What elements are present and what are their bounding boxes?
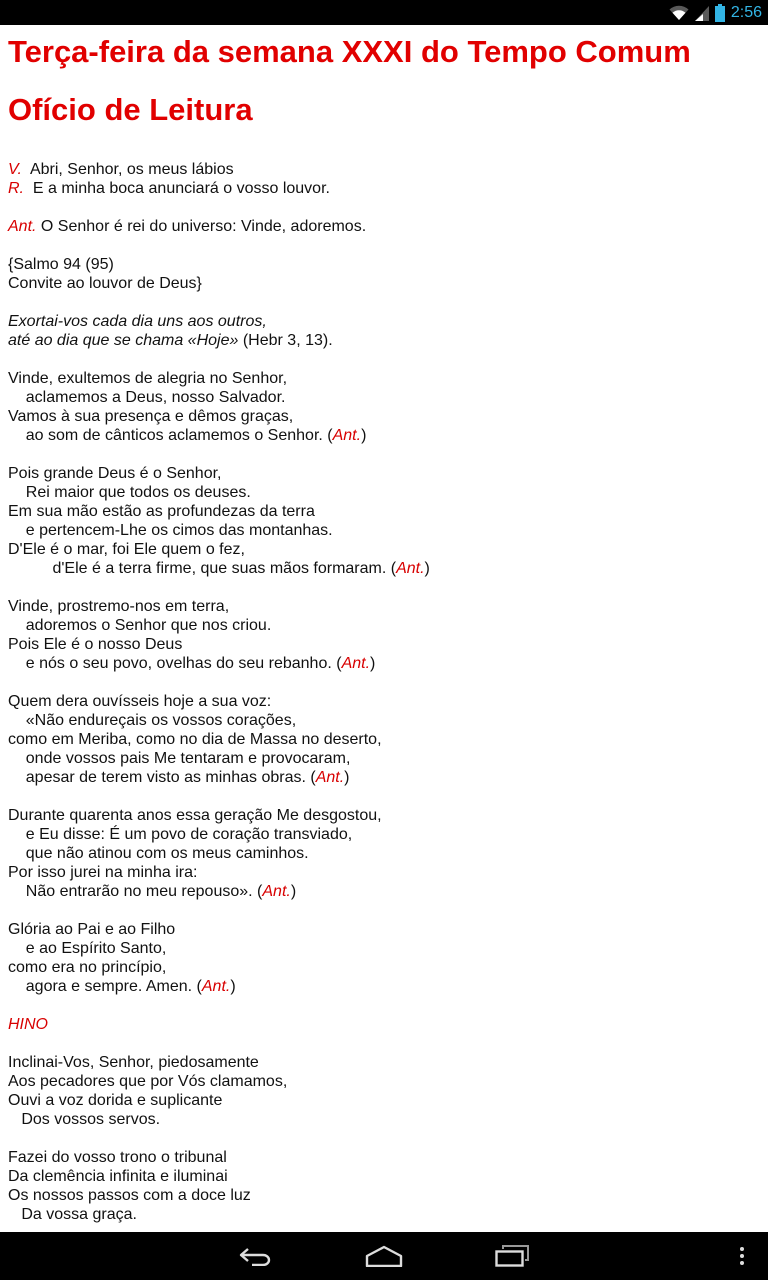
rubric-label: R.	[8, 180, 24, 197]
italic-text: Exortai-vos cada dia uns aos outros,	[8, 313, 267, 330]
text-line	[8, 863, 760, 882]
text-line	[8, 749, 760, 768]
line-text: onde vossos pais Me tentaram e provocaram,	[8, 750, 351, 767]
line-text: e nós o seu povo, ovelhas do seu rebanho. (	[8, 655, 342, 672]
home-button[interactable]	[344, 1232, 424, 1280]
rubric-label: V.	[8, 161, 22, 178]
text-line	[8, 616, 760, 635]
text-line	[8, 692, 760, 711]
text-line	[8, 1186, 760, 1205]
line-text: Dos vossos servos.	[8, 1111, 161, 1128]
blank-line	[8, 787, 760, 806]
line-text: como em Meriba, como no dia de Massa no deserto,	[8, 731, 382, 748]
status-icons	[669, 0, 762, 25]
blank-line	[8, 445, 760, 464]
line-text: Durante quarenta anos essa geração Me desgostou,	[8, 807, 382, 824]
line-end: )	[370, 655, 376, 672]
antiphon-marker: Ant.	[201, 978, 231, 995]
line-text: Quem dera ouvísseis hoje a sua voz:	[8, 693, 272, 710]
line-text: Em sua mão estão as profundezas da terra	[8, 503, 315, 520]
line-text: Abri, Senhor, os meus lábios	[21, 161, 234, 178]
text-line	[8, 939, 760, 958]
line-text: aclamemos a Deus, nosso Salvador.	[8, 389, 286, 406]
antiphon-marker: Ant.	[332, 427, 362, 444]
text-line	[8, 179, 760, 198]
line-end: )	[424, 560, 430, 577]
text-line	[8, 464, 760, 483]
home-icon	[365, 1245, 403, 1267]
reference-text: (Hebr 3, 13).	[238, 332, 333, 349]
text-line	[8, 369, 760, 388]
line-end: )	[361, 427, 367, 444]
text-line	[8, 597, 760, 616]
line-text: D'Ele é o mar, foi Ele quem o fez,	[8, 541, 245, 558]
text-line	[8, 825, 760, 844]
back-icon	[239, 1246, 273, 1266]
line-text: Vamos à sua presença e dêmos graças,	[8, 408, 294, 425]
office-subtitle: Ofício de Leitura	[8, 92, 253, 127]
text-line	[8, 1167, 760, 1186]
text-line	[8, 407, 760, 426]
line-text: Pois Ele é o nosso Deus	[8, 636, 183, 653]
blank-line	[8, 198, 760, 217]
text-line	[8, 540, 760, 559]
antiphon-marker: Ant.	[341, 655, 371, 672]
text-line	[8, 1205, 760, 1224]
line-end: )	[344, 769, 350, 786]
text-line	[8, 1072, 760, 1091]
text-line	[8, 730, 760, 749]
text-line	[8, 502, 760, 521]
blank-line	[8, 1034, 760, 1053]
overflow-menu-button[interactable]	[722, 1232, 762, 1280]
line-text: Convite ao louvor de Deus}	[8, 275, 202, 292]
text-line	[8, 160, 760, 179]
office-text	[8, 160, 760, 1224]
antiphon-marker: Ant.	[396, 560, 425, 577]
text-line	[8, 958, 760, 977]
rubric-label: Ant.	[8, 218, 37, 235]
line-text: agora e sempre. Amen. (	[8, 978, 202, 995]
line-text: O Senhor é rei do universo: Vinde, adoremos.	[36, 218, 367, 235]
text-line	[8, 388, 760, 407]
text-line	[8, 255, 760, 274]
status-bar	[0, 0, 768, 25]
line-text: ao som de cânticos aclamemos o Senhor. (	[8, 427, 333, 444]
blank-line	[8, 350, 760, 369]
text-line	[8, 217, 760, 236]
text-line	[8, 806, 760, 825]
recent-apps-button[interactable]	[472, 1232, 552, 1280]
back-button[interactable]	[216, 1232, 296, 1280]
text-line	[8, 1053, 760, 1072]
line-text: Ouvi a voz dorida e suplicante	[8, 1092, 223, 1109]
line-text: Da vossa graça.	[8, 1206, 137, 1223]
text-line	[8, 920, 760, 939]
text-line	[8, 1015, 760, 1034]
line-text: e Eu disse: É um povo de coração transviado,	[8, 826, 353, 843]
blank-line	[8, 293, 760, 312]
line-text: como era no princípio,	[8, 959, 167, 976]
text-line	[8, 312, 760, 331]
recent-apps-icon	[495, 1245, 529, 1267]
text-line	[8, 768, 760, 787]
text-line	[8, 654, 760, 673]
text-line	[8, 331, 760, 350]
line-text: Os nossos passos com a doce luz	[8, 1187, 251, 1204]
battery-icon	[715, 4, 725, 22]
text-line	[8, 426, 760, 445]
line-text: Por isso jurei na minha ira:	[8, 864, 198, 881]
antiphon-marker: Ant.	[262, 883, 291, 900]
italic-text: até ao dia que se chama «Hoje»	[8, 332, 239, 349]
text-line	[8, 635, 760, 654]
line-text: Vinde, exultemos de alegria no Senhor,	[8, 370, 288, 387]
page-title: Terça-feira da semana XXXI do Tempo Comum	[8, 34, 691, 69]
text-line	[8, 1110, 760, 1129]
line-text: Rei maior que todos os deuses.	[8, 484, 251, 501]
text-line	[8, 844, 760, 863]
reading-view[interactable]	[0, 25, 768, 1232]
text-line	[8, 1148, 760, 1167]
overflow-menu-icon	[739, 1246, 745, 1266]
blank-line	[8, 673, 760, 692]
line-text: e ao Espírito Santo,	[8, 940, 167, 957]
blank-line	[8, 901, 760, 920]
blank-line	[8, 1129, 760, 1148]
navigation-bar	[0, 1232, 768, 1280]
text-line	[8, 711, 760, 730]
line-text: Aos pecadores que por Vós clamamos,	[8, 1073, 288, 1090]
line-text: E a minha boca anunciará o vosso louvor.	[24, 180, 330, 197]
antiphon-marker: Ant.	[315, 769, 345, 786]
text-line	[8, 977, 760, 996]
line-text: adoremos o Senhor que nos criou.	[8, 617, 272, 634]
signal-icon	[695, 5, 709, 21]
line-text: Pois grande Deus é o Senhor,	[8, 465, 222, 482]
line-end: )	[230, 978, 236, 995]
text-line	[8, 559, 760, 578]
text-line	[8, 483, 760, 502]
line-text: Não entrarão no meu repouso». (	[8, 883, 263, 900]
line-text: apesar de terem visto as minhas obras. (	[8, 769, 316, 786]
line-text: «Não endureçais os vossos corações,	[8, 712, 297, 729]
text-line	[8, 1091, 760, 1110]
blank-line	[8, 996, 760, 1015]
section-heading: HINO	[8, 1016, 48, 1033]
line-text: Fazei do vosso trono o tribunal	[8, 1149, 227, 1166]
blank-line	[8, 236, 760, 255]
line-text: {Salmo 94 (95)	[8, 256, 114, 273]
line-text: Vinde, prostremo-nos em terra,	[8, 598, 230, 615]
text-line	[8, 274, 760, 293]
text-line	[8, 882, 760, 901]
line-text: e pertencem-Lhe os cimos das montanhas.	[8, 522, 333, 539]
blank-line	[8, 578, 760, 597]
text-line	[8, 521, 760, 540]
line-text: Inclinai-Vos, Senhor, piedosamente	[8, 1054, 259, 1071]
line-text: que não atinou com os meus caminhos.	[8, 845, 309, 862]
clock: 2:56	[730, 3, 762, 21]
line-text: Glória ao Pai e ao Filho	[8, 921, 176, 938]
line-text: d'Ele é a terra firme, que suas mãos formaram. (	[8, 560, 397, 577]
wifi-icon	[669, 5, 689, 21]
line-end: )	[290, 883, 297, 900]
line-text: Da clemência infinita e iluminai	[8, 1168, 228, 1185]
